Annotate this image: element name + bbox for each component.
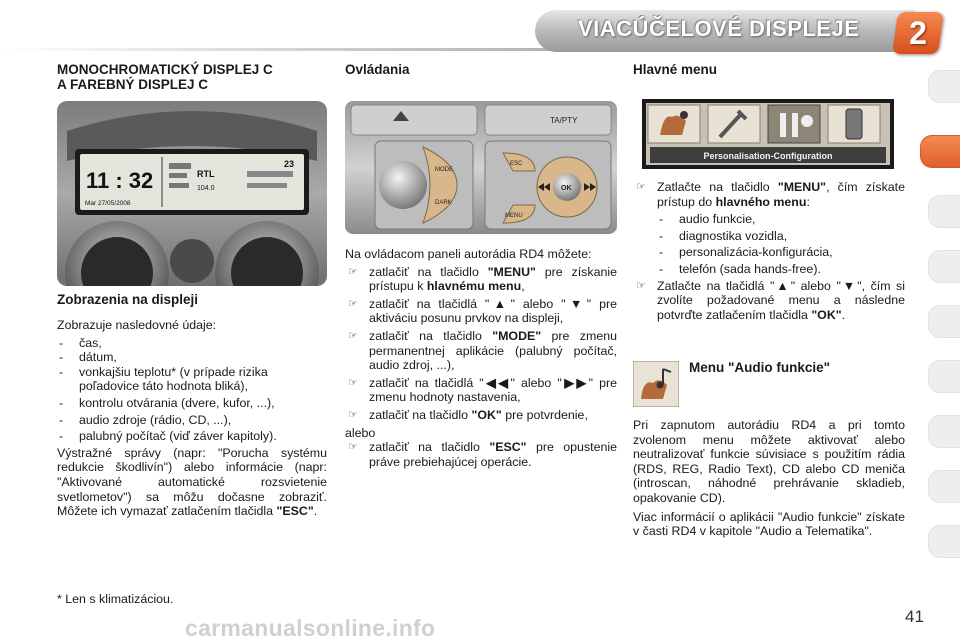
section-title-main-menu: Hlavné menu <box>633 62 718 77</box>
controls-list <box>345 265 617 423</box>
display-intro: Zobrazuje nasledovné údaje: <box>57 318 217 332</box>
pointing-hand-icon: ☞ <box>636 181 646 193</box>
watermark: carmanualsonline.info <box>185 615 436 640</box>
esc-key-label: "ESC" <box>276 504 314 519</box>
ta-pty-label: TA/PTY <box>550 116 578 125</box>
main-menu-items <box>657 212 905 276</box>
cluster-date: Mar 27/05/2008 <box>85 200 131 207</box>
subtitle-display-info: Zobrazenia na displeji <box>57 292 199 307</box>
main-menu-steps-2 <box>633 279 905 323</box>
warning-text: Výstražné správy (napr: "Porucha systému redukcie škodlivín") alebo informácie (napr: "Aktivované automatické rozsvietenie svetlometov") sa môžu dočasne zobraziť. Môžete ich vymazať zatlačením tlačidla <box>57 445 327 519</box>
list-item: - palubný počítač (viď záver kapitoly). <box>57 429 327 444</box>
section-title-display <box>57 62 327 92</box>
control-panel-image <box>345 101 617 234</box>
page-title: VIACÚČELOVÉ DISPLEJE <box>578 16 860 41</box>
fast-forward-icon: ▶▶ <box>561 375 589 390</box>
dark-label: DARK <box>435 200 452 206</box>
up-arrow-icon: ▲ <box>489 296 511 311</box>
menu-label: MENU <box>505 213 523 219</box>
subtitle-audio-menu: Menu "Audio funkcie" <box>689 360 831 375</box>
pointing-hand-icon: ☞ <box>348 297 358 310</box>
chapter-tab-active[interactable] <box>920 135 960 168</box>
column-main-menu-text <box>633 180 905 325</box>
warning-end: . <box>313 504 318 519</box>
column-main-menu <box>633 62 905 77</box>
audio-paragraph-1: Pri zapnutom autorádiu RD4 a pri tomto zvolenom menu môžete aktivovať alebo neutralizovať funkcie súvisiace s použitím rádia (RDS, REG, Radio Text), CD alebo CD meniča (introscan, náhodné prehrávanie skladieb, opakovanie CD). <box>633 418 905 505</box>
menu-screen-caption: Personalisation-Configuration <box>703 151 833 161</box>
list-item: ☞ Zatlačte na tlačidlo "MENU", čím získate prístup do hlavného menu: <box>636 180 905 209</box>
display-items-list <box>57 336 327 444</box>
cluster-freq: 104.0 <box>197 185 215 192</box>
cluster-radio: RTL <box>197 169 215 179</box>
mode-label: MODE <box>435 167 453 173</box>
list-item: ☞ zatlačiť na tlačidlá "▲" alebo "▼" pre aktiváciu posunu prvkov na displeji, <box>348 296 618 326</box>
pointing-hand-icon: ☞ <box>348 441 358 454</box>
list-item: - kontrolu otvárania (dvere, kufor, ...), <box>57 396 327 411</box>
rewind-icon: ◀◀ <box>483 375 511 390</box>
audio-functions-icon <box>633 361 679 407</box>
or-text: alebo <box>345 425 376 440</box>
audio-text-block <box>633 418 905 539</box>
list-item: - telefón (sada hands-free). <box>657 262 905 277</box>
chapter-tab[interactable] <box>928 250 960 283</box>
cluster-time: 11 : 32 <box>86 168 154 193</box>
pointing-hand-icon: ☞ <box>636 279 646 292</box>
instrument-cluster-image <box>57 101 327 286</box>
column-display <box>57 62 327 92</box>
up-arrow-icon: ▲ <box>774 278 791 293</box>
main-menu-screen-image <box>642 99 894 169</box>
section-title-line: A FAREBNÝ DISPLEJ C <box>57 77 209 92</box>
list-item: ☞ zatlačiť na tlačidlo "MENU" pre získanie prístupu k hlavnému menu, <box>348 264 617 294</box>
down-arrow-icon: ▼ <box>840 278 858 293</box>
list-item: ☞ zatlačiť na tlačidlo "MODE" pre zmenu permanentnej aplikácie (palubný počítač, audio zdroj, ...), <box>348 328 617 373</box>
audio-paragraph-2: Viac informácií o aplikácii "Audio funkcie" získate v časti RD4 v kapitole "Audio a Telematika". <box>633 509 905 539</box>
pointing-hand-icon: ☞ <box>348 376 358 389</box>
list-item: - dátum, <box>57 350 327 365</box>
main-menu-steps <box>633 180 905 209</box>
list-item: - čas, <box>57 336 327 351</box>
esc-label: ESC <box>510 161 523 167</box>
pointing-hand-icon: ☞ <box>348 329 358 342</box>
pointing-hand-icon: ☞ <box>348 408 358 421</box>
pointing-hand-icon: ☞ <box>348 265 358 278</box>
chapter-tab[interactable] <box>928 470 960 503</box>
list-item: - diagnostika vozidla, <box>657 229 905 244</box>
chapter-tabs <box>928 70 960 580</box>
warning-paragraph <box>57 446 327 519</box>
list-item: ☞ zatlačiť na tlačidlo "ESC" pre opustenie práve prebiehajúcej operácie. <box>348 440 618 469</box>
chapter-number: 2 <box>909 15 927 51</box>
down-arrow-icon: ▼ <box>565 296 587 311</box>
ok-label: OK <box>561 185 572 192</box>
section-title-line: MONOCHROMATICKÝ DISPLEJ C <box>57 62 273 77</box>
chapter-tab[interactable] <box>928 525 960 558</box>
footnote: * Len s klimatizáciou. <box>57 592 174 606</box>
audio-title-block <box>689 360 889 376</box>
column-controls <box>345 62 617 77</box>
list-item: - personalizácia-konfigurácia, <box>657 245 905 260</box>
cluster-temp: 23 <box>284 159 295 169</box>
list-item: ☞ Zatlačte na tlačidlá "▲" alebo "▼", čím si zvolíte požadované menu a následne potvrďte zatlačením tlačidla "OK". <box>636 278 906 322</box>
chapter-tab[interactable] <box>928 70 960 103</box>
chapter-tab[interactable] <box>928 360 960 393</box>
section-title-controls: Ovládania <box>345 62 410 77</box>
column-display-text <box>57 292 327 519</box>
list-item: - audio zdroje (rádio, CD, ...), <box>57 413 327 428</box>
controls-intro: Na ovládacom paneli autorádia RD4 môžete: <box>345 247 592 261</box>
list-item: - vonkajšiu teplotu* (v prípade rizika poľadovice táto hodnota bliká), <box>57 365 327 394</box>
chapter-tab[interactable] <box>928 195 960 228</box>
column-controls-text <box>345 247 617 472</box>
page-number: 41 <box>905 607 924 626</box>
list-item: - audio funkcie, <box>657 212 905 227</box>
controls-list-esc <box>345 440 617 469</box>
list-item: ☞ zatlačiť na tlačidlá "◀◀" alebo "▶▶" pre zmenu hodnoty nastavenia, <box>348 375 617 405</box>
chapter-tab[interactable] <box>928 305 960 338</box>
list-item: ☞ zatlačiť na tlačidlo "OK" pre potvrdenie, <box>348 407 588 422</box>
chapter-tab[interactable] <box>928 415 960 448</box>
